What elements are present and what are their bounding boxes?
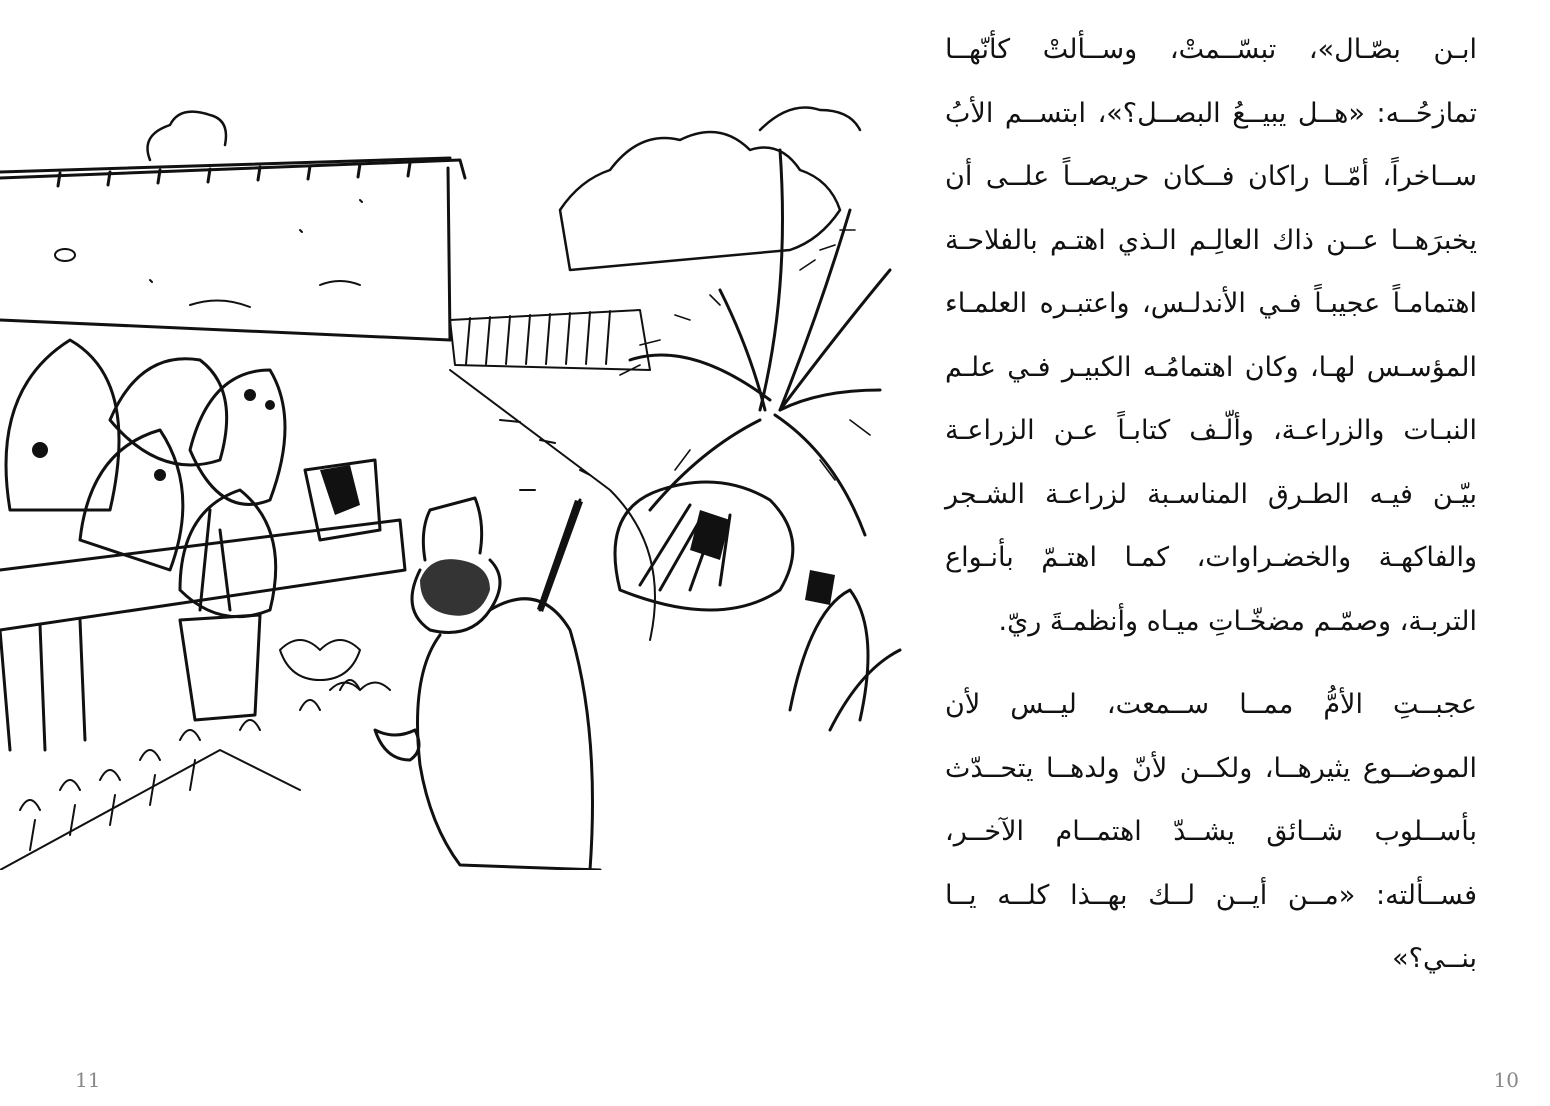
garden-sketch-icon (0, 90, 905, 870)
page-number-left: 11 (75, 1068, 101, 1092)
page-number-right: 10 (1493, 1068, 1519, 1092)
story-text (945, 18, 1477, 991)
story-paragraph-1: ابـن بصّـال»، تبسّــمتْ، وســألتْ كأنّهــا تمازحُــه: «هــل يبيــعُ البصــل؟»، ابتســم الأبُ ســاخراً، أمّــا راكان فــكان حريصــاً علــى أن يخبرَهــا عــن ذاك العالِـم الـذي اهتـم بالفلاحـة اهتمامـاً عجيبـاً فـي الأندلـس، واعتبـره العلمـاء المؤسـس لهـا، وكان اهتمامُـه الكبيـر فـي علـم النبـات والزراعـة، وألّـف كتابـاً عـن الزراعـة بيّـن فيـه الطـرق المناسـبة لزراعـة الشـجر والفاكهـة والخضـراوات، كمـا اهتـمّ بأنـواع التربـة، وصمّـم مضخّـاتِ ميـاه وأنظمـةَ ريّ. (945, 34, 1477, 637)
garden-illustration (0, 90, 905, 870)
story-paragraph-2: عجبــتِ الأمُّ ممــا ســمعت، ليــس لأن الموضــوع يثيرهــا، ولكــن لأنّ ولدهــا يتحــدّث بأســلوب شــائق يشــدّ اهتمــام الآخــر، فســألته: «مــن أيــن لــك بهــذا كلــه يــا بنــي؟» (945, 689, 1477, 974)
